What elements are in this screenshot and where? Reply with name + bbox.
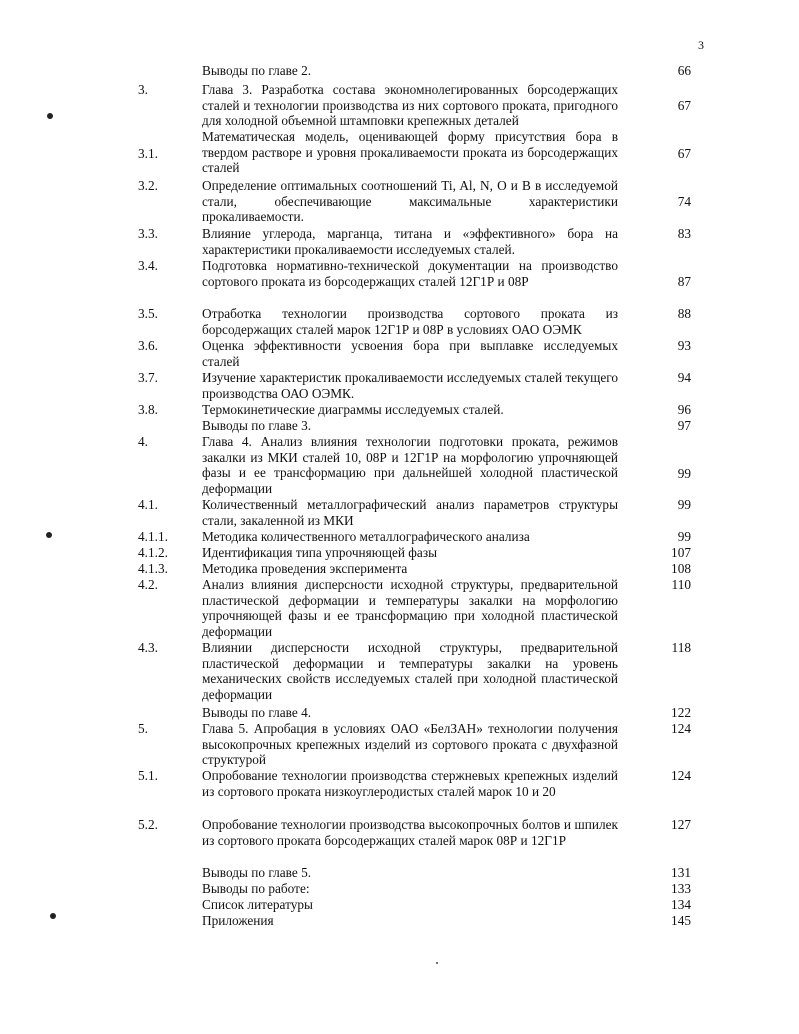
toc-entry-title: Выводы по главе 3. [202, 418, 312, 433]
toc-entry-page: 108 [671, 561, 691, 576]
toc-entry-page: 131 [671, 865, 691, 880]
toc-entry-page: 145 [671, 913, 691, 928]
toc-entry-number: 5.2. [138, 817, 158, 832]
toc-entry-page: 88 [677, 306, 691, 321]
toc-entry-number: 4.1. [138, 497, 158, 512]
toc-entry-number: 3.2. [138, 178, 158, 193]
scan-mark-dot [50, 913, 56, 919]
toc-entry-page: 124 [671, 768, 691, 783]
toc-entry-title: Методика проведения эксперимента [202, 561, 408, 576]
toc-entry-number: 3.3. [138, 226, 158, 241]
toc-entry-page: 94 [677, 370, 691, 385]
toc-entry-title: Глава 4. Анализ влияния технологии подготовки проката, режимов закалки из МКИ сталей 10, 08Р и 12Г1Р на морфологию упрочняющей фазы и ее трансформацию при дальнейшей холодной пластической деформации [202, 434, 618, 496]
toc-entry-title: Выводы по главе 5. [202, 865, 312, 880]
toc-entry-title: Опробование технологии производства стержневых крепежных изделий из сортового проката низкоуглеродистых сталей марок 10 и 20 [202, 768, 618, 799]
toc-entry-number: 4.1.1. [138, 529, 168, 544]
toc-entry-title: Оценка эффективности усвоения бора при выплавке исследуемых сталей [202, 338, 618, 369]
toc-entry-number: 4.2. [138, 577, 158, 592]
toc-entry-number: 3.6. [138, 338, 158, 353]
toc-entry-number: 4. [138, 434, 148, 449]
toc-entry-page: 99 [677, 529, 691, 544]
toc-entry-page: 66 [677, 63, 691, 78]
scan-speck [436, 962, 438, 964]
toc-entry-number: 3.8. [138, 402, 158, 417]
toc-entry-title: Определение оптимальных соотношений Ti, Al, N, O и B в исследуемой стали, обеспечивающие максимальные характеристики прокаливаемости. [202, 178, 618, 225]
toc-entry-title: Влиянии дисперсности исходной структуры, предварительной пластической деформации и температуры закалки на уровень механических свойств исследуемых сталей при холодной пластической деформации [202, 640, 618, 702]
page-number: 3 [698, 38, 704, 52]
toc-entry-title: Влияние углерода, марганца, титана и «эффективного» бора на характеристики прокаливаемости исследуемых сталей. [202, 226, 618, 257]
toc-entry-title: Изучение характеристик прокаливаемости исследуемых сталей текущего производства ОАО ОЭМК. [202, 370, 618, 401]
toc-entry-page: 99 [677, 497, 691, 512]
toc-entry-page: 74 [677, 194, 691, 209]
toc-entry-title: Отработка технологии производства сортового проката из борсодержащих сталей марок 12Г1Р и 08Р в условиях ОАО ОЭМК [202, 306, 618, 337]
toc-entry-page: 93 [677, 338, 691, 353]
toc-entry-page: 122 [671, 705, 691, 720]
toc-entry-title: Математическая модель, оценивающей форму присутствия бора в твердом растворе и уровня прокаливаемости проката из борсодержащих сталей [202, 129, 618, 176]
toc-entry-page: 127 [671, 817, 691, 832]
toc-entry-number: 4.3. [138, 640, 158, 655]
toc-entry-title: Анализ влияния дисперсности исходной структуры, предварительной пластической деформации и температуры закалки на морфологию упрочняющей фазы и ее трансформацию при холодной пластической деформации [202, 577, 618, 639]
toc-entry-page: 118 [671, 640, 691, 655]
toc-entry-number: 3.1. [138, 146, 158, 161]
toc-entry-title: Глава 3. Разработка состава экономнолегированных борсодержащих сталей и технологии производства из них сортового проката, пригодного для холодной объемной штамповки крепежных деталей [202, 82, 618, 129]
toc-entry-title: Количественный металлографический анализ параметров структуры стали, закаленной из МКИ [202, 497, 618, 528]
toc-entry-page: 67 [677, 146, 691, 161]
toc-entry-number: 3.7. [138, 370, 158, 385]
toc-entry-page: 107 [671, 545, 691, 560]
toc-entry-page: 110 [671, 577, 691, 592]
toc-entry-title: Выводы по работе: [202, 881, 310, 896]
toc-entry-number: 5. [138, 721, 148, 736]
toc-entry-page: 67 [677, 98, 691, 113]
toc-entry-title: Термокинетические диаграммы исследуемых сталей. [202, 402, 504, 417]
toc-entry-number: 3.4. [138, 258, 158, 273]
scan-mark-dot [46, 532, 52, 538]
toc-entry-title: Список литературы [202, 897, 313, 912]
toc-entry-page: 96 [677, 402, 691, 417]
toc-entry-page: 99 [677, 466, 691, 481]
toc-entry-number: 4.1.2. [138, 545, 168, 560]
toc-entry-page: 83 [677, 226, 691, 241]
toc-entry-number: 5.1. [138, 768, 158, 783]
toc-entry-page: 133 [671, 881, 691, 896]
toc-entry-title: Приложения [202, 913, 274, 928]
toc-entry-page: 134 [671, 897, 691, 912]
toc-entry-title: Глава 5. Апробация в условиях ОАО «БелЗАН» технологии получения высокопрочных крепежных изделий из сортового проката с двухфазной структурой [202, 721, 618, 768]
toc-entry-page: 97 [677, 418, 691, 433]
toc-entry-title: Идентификация типа упрочняющей фазы [202, 545, 438, 560]
toc-entry-title: Методика количественного металлографического анализа [202, 529, 530, 544]
toc-entry-number: 4.1.3. [138, 561, 168, 576]
toc-entry-page: 87 [677, 274, 691, 289]
toc-entry-title: Опробование технологии производства высокопрочных болтов и шпилек из сортового проката борсодержащих сталей марок 08Р и 12Г1Р [202, 817, 618, 848]
toc-entry-number: 3. [138, 82, 148, 97]
toc-entry-page: 124 [671, 721, 691, 736]
toc-entry-title: Выводы по главе 2. [202, 63, 312, 78]
scan-mark-dot [47, 113, 53, 119]
toc-entry-number: 3.5. [138, 306, 158, 321]
toc-entry-title: Выводы по главе 4. [202, 705, 312, 720]
toc-entry-title: Подготовка нормативно-технической документации на производство сортового проката из борсодержащих сталей 12Г1Р и 08Р [202, 258, 618, 289]
